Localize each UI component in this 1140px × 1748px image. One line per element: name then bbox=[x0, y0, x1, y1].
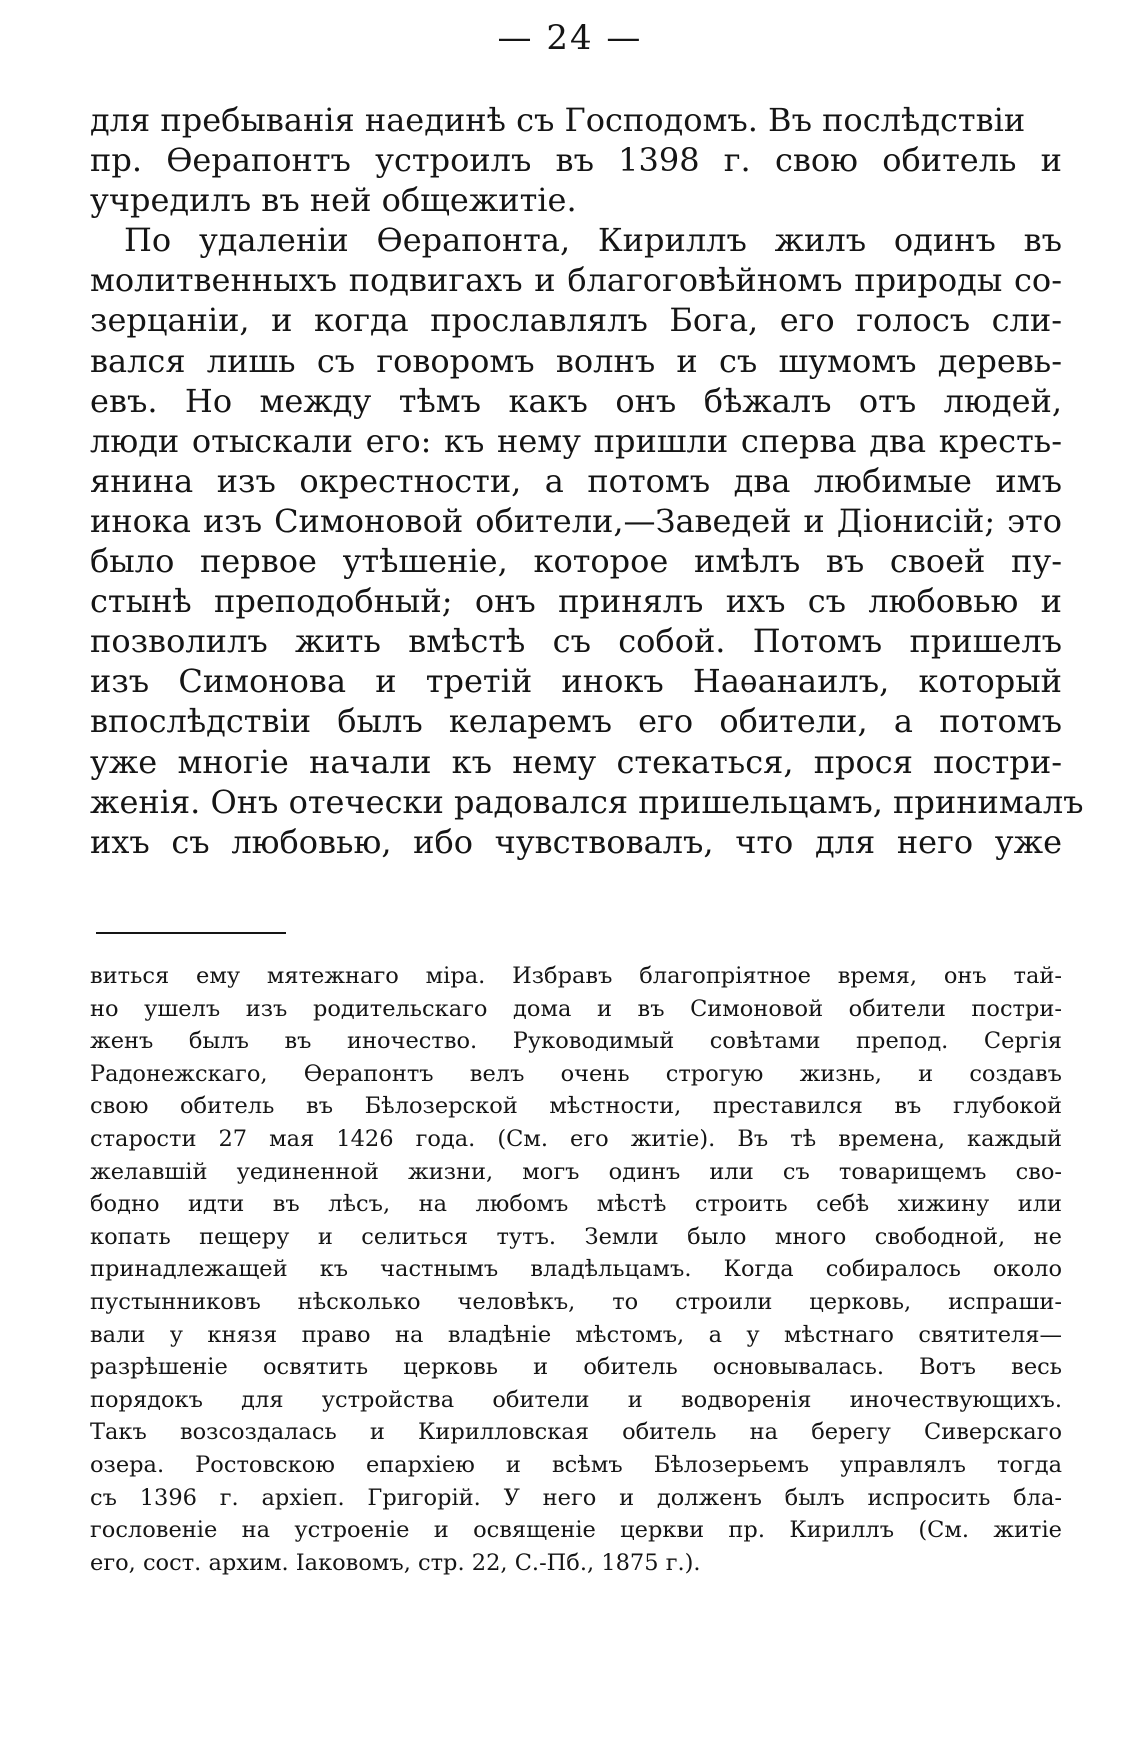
text-line: уже многіе начали къ нему стекаться, прося постри- bbox=[90, 742, 1062, 781]
footnote-line: вали у князя право на владѣніе мѣстомъ, а у мѣстнаго святителя— bbox=[90, 1321, 1062, 1348]
footnote-line: виться ему мятежнаго міра. Избравъ благопріятное время, онъ тай- bbox=[90, 963, 1062, 989]
text-line: учредилъ въ ней общежитіе. bbox=[90, 181, 577, 220]
footnote-line: желавшій уединенной жизни, могъ одинъ или съ товарищемъ сво- bbox=[90, 1158, 1062, 1185]
footnote-line: бодно идти въ лѣсъ, на любомъ мѣстѣ строить себѣ хижину или bbox=[90, 1191, 1062, 1218]
text-line: позволилъ жить вмѣстѣ съ собой. Потомъ пришелъ bbox=[90, 622, 1062, 661]
text-line: инока изъ Симоновой обители,—Заведей и Діонисій; это bbox=[90, 501, 1062, 540]
footnote-line: озера. Ростовскою епархіею и всѣмъ Бѣлозерьемъ управлялъ тогда bbox=[90, 1451, 1062, 1478]
footnote-line: принадлежащей къ частнымъ владѣльцамъ. Когда собиралось около bbox=[90, 1256, 1062, 1283]
footnote-line: свою обитель въ Бѣлозерской мѣстности, преставился въ глубокой bbox=[90, 1093, 1062, 1120]
footnote-line: его, сост. архим. Іаковомъ, стр. 22, С.-Пб., 1875 г.). bbox=[90, 1549, 701, 1576]
text-line: впослѣдствіи былъ келаремъ его обители, а потомъ bbox=[90, 702, 1062, 741]
footnote-line: разрѣшеніе освятить церковь и обитель основывалась. Вотъ весь bbox=[90, 1354, 1062, 1381]
footnote-line: но ушелъ изъ родительскаго дома и въ Симоновой обители постри- bbox=[90, 995, 1062, 1022]
text-line: было первое утѣшеніе, которое имѣлъ въ своей пу- bbox=[90, 542, 1062, 581]
page-number: — 24 — bbox=[497, 18, 643, 58]
text-line: женія. Онъ отечески радовался пришельцамъ, принималъ bbox=[90, 782, 1084, 821]
footnote-line: пустынниковъ нѣсколько человѣкъ, то строили церковь, испраши- bbox=[90, 1288, 1062, 1315]
footnote-line: копать пещеру и селиться тутъ. Земли было много свободной, не bbox=[90, 1223, 1062, 1250]
text-line: янина изъ окрестности, а потомъ два любимые имъ bbox=[90, 461, 1062, 500]
text-line: для пребыванія наединѣ съ Господомъ. Въ послѣдствіи bbox=[90, 101, 1026, 139]
text-line: По удаленіи Ѳерапонта, Кириллъ жилъ одинъ въ bbox=[124, 221, 1062, 260]
text-line: вался лишь съ говоромъ волнъ и съ шумомъ деревь- bbox=[90, 341, 1062, 380]
footnote-line: женъ былъ въ иночество. Руководимый совѣтами препод. Сергія bbox=[90, 1028, 1062, 1055]
text-line: молитвенныхъ подвигахъ и благоговѣйномъ природы со- bbox=[90, 261, 1062, 300]
footnote-line: порядокъ для устройства обители и водворенія иночествующихъ. bbox=[90, 1386, 1062, 1413]
text-line: ихъ съ любовью, ибо чувствовалъ, что для него уже bbox=[90, 822, 1062, 861]
footnote-separator bbox=[96, 932, 286, 934]
main-text bbox=[90, 100, 1084, 862]
footnote-line: Такъ возсоздалась и Кирилловская обитель на берегу Сиверскаго bbox=[90, 1419, 1062, 1446]
text-line: стынѣ преподобный; онъ принялъ ихъ съ любовью и bbox=[90, 582, 1062, 621]
text-line: зерцаніи, и когда прославлялъ Бога, его голосъ сли- bbox=[90, 301, 1062, 340]
footnote-line: съ 1396 г. архіеп. Григорій. У него и долженъ былъ испросить бла- bbox=[90, 1484, 1062, 1511]
text-line: евъ. Но между тѣмъ какъ онъ бѣжалъ отъ людей, bbox=[90, 381, 1062, 420]
footnote-line: старости 27 мая 1426 года. (См. его житіе). Въ тѣ времена, каждый bbox=[90, 1125, 1062, 1152]
text-line: пр. Ѳерапонтъ устроилъ въ 1398 г. свою обитель и bbox=[90, 141, 1062, 180]
footnote bbox=[90, 960, 1062, 1579]
text-line: изъ Симонова и третій инокъ Наѳанаилъ, который bbox=[90, 662, 1062, 701]
footnote-line: гословеніе на устроеніе и освященіе церкви пр. Кириллъ (См. житіе bbox=[90, 1517, 1062, 1544]
text-line: люди отыскали его: къ нему пришли сперва два кресть- bbox=[90, 421, 1062, 460]
footnote-line: Радонежскаго, Ѳерапонтъ велъ очень строгую жизнь, и создавъ bbox=[90, 1060, 1062, 1087]
